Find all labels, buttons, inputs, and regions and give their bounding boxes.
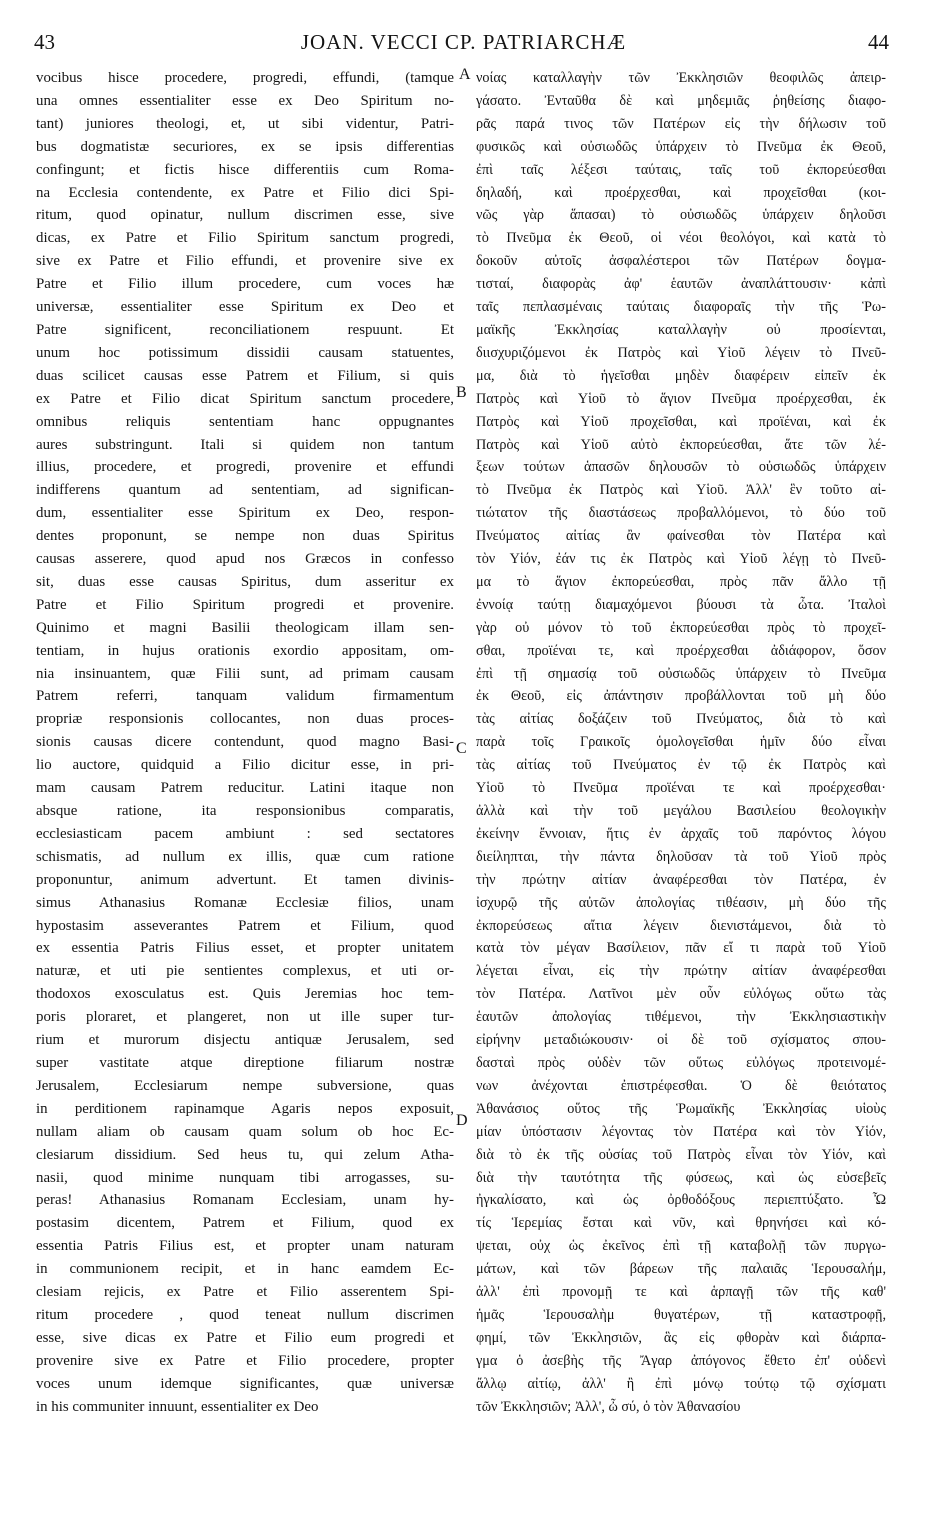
greek-text-line: τὰς αἰτίας τοῦ Πνεύματος ἐν τῷ ἐκ Πατρὸς καὶ bbox=[476, 757, 886, 774]
greek-text-line: Πατρὸς καὶ Υἱοῦ αὐτὸ ἐκπορεύεσθαι, ἅτε τῶν λέ- bbox=[476, 436, 886, 453]
latin-text-line: vocibus hisce procedere, progredi, effundi, (tamque bbox=[36, 70, 454, 86]
greek-text-line: ἀλλὰ καὶ τὴν τοῦ μεγάλου Βασιλείου θεολογικὴν bbox=[476, 803, 886, 819]
latin-text-line: una omnes essentialiter esse ex Deo Spiritum no- bbox=[36, 92, 454, 109]
greek-text-line: δοκοῦν αὐτοῖς ἀσφαλέστεροι τῶν Πατέρων δογμα- bbox=[476, 253, 886, 270]
latin-text-line: causas asserere, quod apud nos Græcos in confesso bbox=[36, 551, 454, 568]
latin-text-line: propriæ responsionis collocantes, non duas proces- bbox=[36, 711, 454, 728]
page-number-left: 43 bbox=[34, 30, 55, 54]
latin-text-line: aures substringunt. Itali si quidem non tantum bbox=[36, 436, 454, 453]
greek-text-line: διὰ τὴν ταυτότητα τῆς φύσεως, καὶ ὡς εὐσεβεῖς bbox=[476, 1169, 886, 1186]
greek-text-line: ξεων τούτων ἁπασῶν δηλουσῶν τὸ οὐσιωδῶς ὑπάρχειν bbox=[476, 459, 886, 476]
greek-text-line: δασταὶ πρὸς οὐδὲν τῶν οὕτως εὐλόγως προτεινομέ- bbox=[476, 1054, 886, 1071]
greek-text-line: λέγεται εἶναι, εἰς τὴν πρώτην αἰτίαν ἀναφέρεσθαι bbox=[476, 963, 886, 980]
latin-text-line: simus Athanasius Romanæ Ecclesiæ filios, unam bbox=[36, 894, 454, 911]
greek-text-line: τὴν πρώτην αἰτίαν ἀναφέρεσθαι τὸν Πατέρα, ἐν bbox=[476, 871, 886, 888]
latin-text-line: indifferens quantum ad sententiam, ad significan- bbox=[36, 482, 454, 499]
greek-text-line: γάσατο. Ἐνταῦθα δὲ καὶ μηδεμιᾶς ῥηθείσης διαφο- bbox=[476, 92, 886, 109]
latin-text-line: rium et murorum disjectu antiquæ Jerusalem, sed bbox=[36, 1032, 454, 1049]
greek-text-line: τὸν Υἱόν, ἐάν τις ἐκ Πατρὸς καὶ Υἱοῦ λέγῃ τὸ Πνεῦ- bbox=[476, 551, 886, 568]
latin-text-line: dentes proponunt, se nempe non duas Spiritus bbox=[36, 528, 454, 545]
greek-text-line: τὸ Πνεῦμα ἐκ Θεοῦ, οἱ νέοι θεολόγοι, καὶ κατὰ τὸ bbox=[476, 230, 886, 247]
greek-text-line: δηλαδή, καὶ προέρχεσθαι, καὶ προχεῖσθαι (κοι- bbox=[476, 184, 886, 201]
greek-text-line: τὰς αἰτίας δοξάζειν τοῦ Πνεύματος, διὰ τὸ καὶ bbox=[476, 711, 886, 728]
greek-text-line: εἰρήνην μεταδιώκουσιν· οἱ δὲ τοῦ σχίσματος σπου- bbox=[476, 1032, 886, 1049]
latin-text-line: Quinimo et magni Basilii theologicam illam sen- bbox=[36, 619, 454, 636]
margin-letter-a: A bbox=[459, 66, 471, 83]
latin-text-line: postasim dicentem, Patrem et Filium, quod ex bbox=[36, 1215, 454, 1232]
latin-text-line: na Ecclesia contendente, ex Patre et Filio dici Spi- bbox=[36, 184, 454, 201]
latin-text-line: Patre significent, reconciliationem respuunt. Et bbox=[36, 321, 454, 338]
latin-text-line: sive ex Patre et Filio effundi, et provenire sive ex bbox=[36, 253, 454, 270]
greek-text-line: ἰσχυρῷ τῆς αὐτῶν ἀπολογίας τιθέασιν, μὴ δύο τῆς bbox=[476, 894, 886, 911]
greek-text-line: ἐκείνην ἔννοιαν, ἥτις ἐν ἀρχαῖς τοῦ παρόντος λόγου bbox=[476, 825, 886, 842]
latin-text-line: in his communiter innuunt, essentialiter ex Deo bbox=[36, 1398, 319, 1415]
greek-text-line: γὰρ οὐ μόνον τὸ τοῦ ἐκπορεύεσθαι πρὸς τὸ προχεῖ- bbox=[476, 619, 886, 636]
greek-text-line: ψεται, οὐχ ὡς ἐκεῖνος ἐπὶ τῇ καταβολῇ τῶν πυργω- bbox=[476, 1238, 886, 1255]
greek-text-line: τὸν Πατέρα. Λατῖνοι μὲν οὖν εὐλόγως οὕτω τὰς bbox=[476, 986, 886, 1003]
latin-text-line: clesiam rejicis, ex Patre et Filio asserentem Spi- bbox=[36, 1284, 454, 1301]
latin-text-line: in perditionem rapinamque Agaris nepos exposuit, bbox=[36, 1100, 454, 1117]
latin-text-line: thodoxos exosculatus est. Quis Jeremias hoc tem- bbox=[36, 986, 454, 1003]
latin-text-line: omnibus reliquis sententiam hanc oppugnantes bbox=[36, 413, 454, 430]
greek-text-line: παρὰ τοῖς Γραικοῖς ὁμολογεῖσθαι ἡμῖν δύο εἶναι bbox=[476, 734, 886, 751]
latin-text-line: voces unum idemque significantes, quæ universæ bbox=[36, 1375, 454, 1392]
greek-text-line: ἐννοίᾳ ταύτῃ διαμαχόμενοι βύουσι τὰ ὦτα. Ἰταλοὶ bbox=[476, 596, 886, 613]
greek-text-line: τίς Ἱερεμίας ἔσται καὶ νῦν, καὶ θρηνήσει καὶ κό- bbox=[476, 1215, 886, 1232]
latin-text-line: tentiam, in hujus orationis exordio appositam, om- bbox=[36, 642, 454, 659]
greek-text-line: μα τὸ ἅγιον ἐκπορεύεσθαι, πρὸς πᾶν ἄλλο τῇ bbox=[476, 573, 886, 590]
greek-text-line: μάτων, καὶ τῶν βάρεων τῆς παλαιᾶς Ἱερουσαλήμ, bbox=[476, 1261, 886, 1278]
greek-text-line: Πατρὸς καὶ Υἱοῦ τὸ ἅγιον Πνεῦμα προέρχεσθαι, ἐκ bbox=[476, 390, 886, 407]
margin-letter-d: D bbox=[456, 1112, 468, 1129]
greek-text-line: διείληπται, τὴν πάντα δηλοῦσαν τὰ τοῦ Υἱοῦ πρὸς bbox=[476, 848, 886, 865]
latin-text-line: hypostasim asseverantes Patrem et Filium, quod bbox=[36, 917, 454, 934]
greek-text-line: διισχυριζόμενοι ἐκ Πατρὸς καὶ Υἱοῦ λέγειν τὸ Πνεῦ- bbox=[476, 344, 886, 361]
latin-text-line: dicas, ex Patre et Filio Spiritum sanctum progredi, bbox=[36, 230, 454, 247]
greek-text-line: τῶν Ἐκκλησιῶν; Ἀλλ', ὦ σύ, ὁ τὸν Ἀθανασίου bbox=[476, 1398, 741, 1415]
latin-text-line: super vastitate atque direptione filiarum nostræ bbox=[36, 1054, 454, 1071]
latin-text-line: nia insinuantem, quæ Filii sunt, ad primam causam bbox=[36, 665, 454, 682]
greek-text-line: νων ἀνέχονται ἐπιστρέφεσθαι. Ὁ δὲ θειότατος bbox=[476, 1077, 886, 1094]
greek-text-line: ἐκ Θεοῦ, εἰς ἀπάντησιν προβάλλονται τοῦ μὴ δύο bbox=[476, 688, 886, 705]
latin-text-line: unum hoc potissimum dissidii causam statuentes, bbox=[36, 344, 454, 361]
greek-text-line: σθαι, προϊέναι τε, καὶ προέρχεσθαι ἀδιάφορον, ὅσον bbox=[476, 642, 886, 659]
page-number-right: 44 bbox=[868, 30, 889, 54]
latin-text-line: confingunt; et fictis hisce differentiis cum Roma- bbox=[36, 161, 454, 178]
latin-text-line: nasii, quod minime nunquam tibi arrogasses, su- bbox=[36, 1169, 454, 1186]
latin-text-line: ritum, quod opinatur, nullum discrimen esse, sive bbox=[36, 207, 454, 224]
greek-text-line: ἠγκαλίσατο, καὶ ὡς ὀρθοδόξους περιεπτύξατο. Ὦ bbox=[476, 1192, 886, 1209]
greek-text-line: ἀλλ' ἐπὶ προνομῇ τε καὶ ἁρπαγῇ τῶν τῆς καθ' bbox=[476, 1284, 886, 1301]
greek-text-line: διὰ τὸ ἐκ τῆς οὐσίας τοῦ Πατρὸς εἶναι τὸν Υἱόν, καὶ bbox=[476, 1146, 886, 1163]
running-title: JOAN. VECCI CP. PATRIARCHÆ bbox=[300, 30, 627, 54]
latin-text-line: universæ, essentialiter esse Spiritum ex Deo et bbox=[36, 299, 454, 316]
greek-text-line: μα, διὰ τὸ ἡγεῖσθαι μηδὲν διαφέρειν εἰπεῖν ἐκ bbox=[476, 367, 886, 384]
latin-text-line: Jerusalem, Ecclesiarum nempe subversione, quas bbox=[36, 1077, 454, 1094]
greek-text-line: γμα ὁ ἀσεβὴς τῆς Ἄγαρ ἀπόγονος ἔθετο ἐπ' οὐδενὶ bbox=[476, 1352, 886, 1369]
latin-text-line: Patre et Filio illum procedere, cum voces hæ bbox=[36, 276, 454, 293]
greek-text-line: ἐπὶ ταῖς λέξεσι ταύταις, ταῖς τοῦ ἐκπορεύεσθαι bbox=[476, 161, 886, 178]
latin-text-line: tant) juniores theologi, et, ut sibi videntur, Patri- bbox=[36, 115, 454, 132]
latin-text-line: sit, duas esse causas Spiritus, dum asseritur ex bbox=[36, 573, 454, 590]
latin-text-line: poris ploraret, et plangeret, non ut ille super tur- bbox=[36, 1009, 454, 1026]
greek-text-line: ταῖς πεπλασμέναις ταύταις διαφοραῖς τὴν τῆς Ῥω- bbox=[476, 299, 886, 316]
latin-text-line: absque ratione, ita responsionibus comparatis, bbox=[36, 803, 454, 819]
latin-text-line: in communionem recipit, et in hanc eamdem Ec- bbox=[36, 1261, 454, 1278]
greek-text-line: Πατρὸς καὶ Υἱοῦ προχεῖσθαι, καὶ προϊέναι, καὶ ἐκ bbox=[476, 413, 886, 430]
greek-text-line: Ἀθανάσιος οὕτος τῆς Ῥωμαϊκῆς Ἐκκλησίας υἱοὺς bbox=[476, 1100, 886, 1117]
greek-text-line: ἑαυτῶν ἀπολογίας τιθέμενοι, τὴν Ἐκκλησιαστικὴν bbox=[476, 1009, 886, 1026]
latin-text-line: illius, procedere, et progredi, provenire et effundi bbox=[36, 459, 454, 476]
latin-text-line: duas scilicet causas esse Patrem et Filium, si quis bbox=[36, 367, 454, 384]
latin-text-line: Patrem referri, tanquam validum firmamentum bbox=[36, 688, 454, 705]
margin-letter-c: C bbox=[456, 740, 467, 757]
greek-text-line: τὸ Πνεῦμα ἐκ Πατρὸς καὶ Υἱοῦ. Ἀλλ' ἓν τοῦτο αἰ- bbox=[476, 482, 886, 499]
greek-text-line: ἄλλῳ αἰτίῳ, ἀλλ' ἢ ἐπὶ μόνῳ τούτῳ τῷ σχίσματι bbox=[476, 1375, 886, 1392]
margin-letter-b: B bbox=[456, 384, 467, 401]
latin-text-line: essentia Patris Filius est, et propter unam naturam bbox=[36, 1238, 454, 1255]
latin-text-line: nullam aliam ob causam quam solum ob hoc Ec- bbox=[36, 1123, 454, 1140]
latin-text-line: naturæ, et uti pie sentientes complexus, et uti or- bbox=[36, 963, 454, 980]
latin-text-line: sionis causas dicere contendunt, quod magno Basi- bbox=[36, 734, 454, 751]
greek-text-line: ἡμᾶς Ἱερουσαλὴμ θυγατέρων, τῇ καταστροφῇ, bbox=[476, 1306, 886, 1323]
greek-text-line: ρᾶς παρά τινος τῶν Πατέρων εἰς τὴν δήλωσιν τοῦ bbox=[476, 115, 886, 132]
greek-text-line: φυσικῶς καὶ οὐσιωδῶς ὑπάρχειν τὸ Πνεῦμα ἐκ Θεοῦ, bbox=[476, 138, 886, 155]
latin-text-line: esse, sive dicas ex Patre et Filio eum progredi et bbox=[36, 1329, 454, 1346]
latin-text-line: ritum procedere , quod teneat nullum discrimen bbox=[36, 1306, 454, 1323]
latin-text-line: bus dogmatistæ securiores, ex se ipsis differentias bbox=[36, 138, 454, 155]
greek-text-line: Πνεύματος αἰτίας ἂν φαίνεσθαι τὸν Πατέρα καὶ bbox=[476, 528, 886, 545]
latin-text-line: proponuntur, animum advertunt. Et tamen divinis- bbox=[36, 871, 454, 888]
latin-text-line: schismatis, ad nullum ex illis, quæ cum ratione bbox=[36, 848, 454, 865]
latin-text-line: provenire sive ex Patre et Filio procedere, propter bbox=[36, 1352, 454, 1369]
greek-text-line: τισταί, διαφορὰς ἀφ' ἑαυτῶν ἀναπλάττουσιν· κἀπὶ bbox=[476, 276, 886, 293]
greek-text-line: κατὰ τὸν μέγαν Βασίλειον, πᾶν εἴ τι παρὰ τοῦ Υἱοῦ bbox=[476, 940, 886, 957]
latin-text-line: Patre et Filio Spiritum progredi et provenire. bbox=[36, 596, 454, 613]
greek-text-line: νῶς γὰρ ἅπασαι) τὸ οὐσιωδῶς ὑπάρχειν δηλοῦσι bbox=[476, 207, 886, 224]
latin-text-line: peras! Athanasius Romanam Ecclesiam, unam hy- bbox=[36, 1192, 454, 1209]
greek-text-line: ἐκπορεύσεως αἴτια λέγειν διενιστάμενοι, διὰ τὸ bbox=[476, 917, 886, 934]
latin-text-line: dum, essentialiter esse Spiritum ex Deo, respon- bbox=[36, 505, 454, 522]
latin-text-line: mam causam Patrem reducitur. Latini itaque non bbox=[36, 780, 454, 797]
latin-text-line: clesiarum dissidium. Sed heus tu, qui zelum Atha- bbox=[36, 1146, 454, 1163]
latin-text-line: ex essentia Patris Filius esset, et propter unitatem bbox=[36, 940, 454, 957]
greek-text-line: μίαν ὑπόστασιν λέγοντας τὸν Πατέρα καὶ τὸν Υἱόν, bbox=[476, 1123, 886, 1140]
greek-text-line: φημί, τῶν Ἐκκλησιῶν, ἃς εἰς φθορὰν καὶ διάρπα- bbox=[476, 1329, 886, 1346]
greek-column bbox=[476, 67, 886, 1418]
greek-text-line: τιώτατον τῆς διαστάσεως προβαλλόμενοι, τὸ δύο τοῦ bbox=[476, 505, 886, 522]
latin-text-line: ecclesiasticam pacem ambiunt : sed sectatores bbox=[36, 825, 454, 842]
latin-text-line: ex Patre et Filio dicat Spiritum sanctum procedere, bbox=[36, 390, 454, 407]
greek-text-line: νοίας καταλλαγὴν τῶν Ἐκκλησιῶν θεοφιλῶς ἀπειρ- bbox=[476, 70, 886, 86]
greek-text-line: Υἱοῦ τὸ Πνεῦμα προϊέναι τε καὶ προέρχεσθαι· bbox=[476, 780, 886, 797]
latin-text-line: lio auctore, quidquid a Filio dicitur esse, in pri- bbox=[36, 757, 454, 774]
greek-text-line: ἐπὶ τῇ σημασίᾳ τοῦ οὐσιωδῶς ὑπάρχειν τὸ Πνεῦμα bbox=[476, 665, 886, 682]
latin-column bbox=[36, 67, 454, 1418]
greek-text-line: μαϊκῆς Ἐκκλησίας καταλλαγὴν οὐ προσίενται, bbox=[476, 321, 886, 338]
